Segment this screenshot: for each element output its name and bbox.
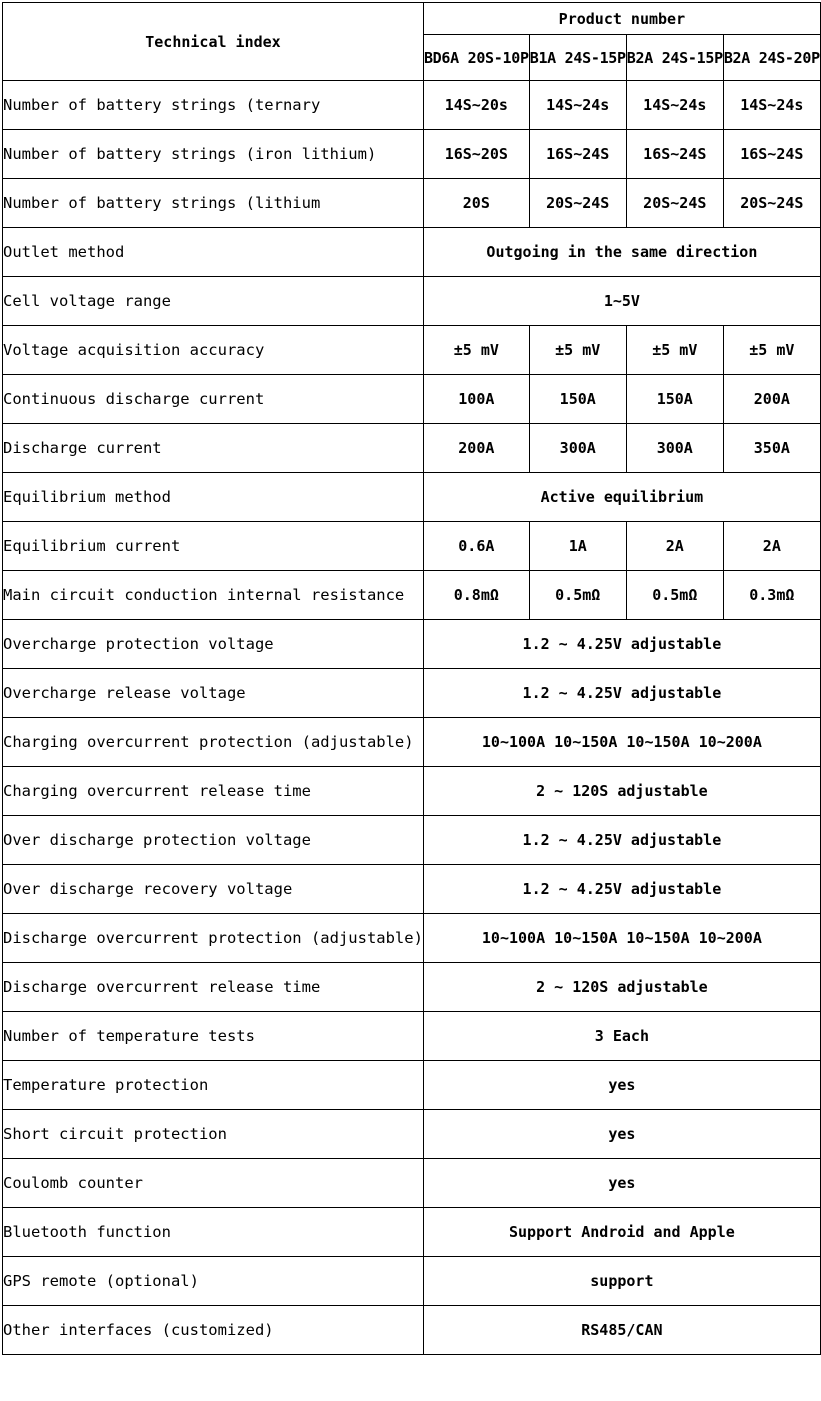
row-value: 300A [626, 424, 723, 473]
row-value: 2A [723, 522, 820, 571]
row-value-span: 1.2 ~ 4.25V adjustable [423, 669, 820, 718]
row-value: 2A [626, 522, 723, 571]
row-value: 14S~24s [723, 81, 820, 130]
row-label: Continuous discharge current [3, 375, 424, 424]
model-header: B1A 24S-15P [529, 35, 626, 81]
row-value-span: 1.2 ~ 4.25V adjustable [423, 816, 820, 865]
row-value-span: yes [423, 1061, 820, 1110]
row-value: 150A [529, 375, 626, 424]
row-value: 20S~24S [723, 179, 820, 228]
table-row [3, 1012, 821, 1061]
table-row [3, 669, 821, 718]
row-label: Over discharge recovery voltage [3, 865, 424, 914]
table-row [3, 375, 821, 424]
row-label: Number of battery strings (ternary [3, 81, 424, 130]
table-row [3, 1061, 821, 1110]
table-row [3, 767, 821, 816]
row-value-span: 1~5V [423, 277, 820, 326]
table-row [3, 914, 821, 963]
row-label: Equilibrium current [3, 522, 424, 571]
row-value: 20S~24S [529, 179, 626, 228]
row-value: 16S~20S [423, 130, 529, 179]
row-value: ±5 mV [423, 326, 529, 375]
row-value-span: 2 ~ 120S adjustable [423, 963, 820, 1012]
row-value: 1A [529, 522, 626, 571]
row-value: 0.5mΩ [529, 571, 626, 620]
table-row [3, 179, 821, 228]
row-value: ±5 mV [723, 326, 820, 375]
row-value: 150A [626, 375, 723, 424]
header-row [3, 3, 821, 35]
row-label: GPS remote (optional) [3, 1257, 424, 1306]
table-row [3, 473, 821, 522]
table-row [3, 228, 821, 277]
model-header: BD6A 20S-10P [423, 35, 529, 81]
table-row [3, 1306, 821, 1355]
table-row [3, 1159, 821, 1208]
row-value: 16S~24S [529, 130, 626, 179]
row-label: Discharge current [3, 424, 424, 473]
row-value: ±5 mV [626, 326, 723, 375]
row-label: Number of battery strings (lithium [3, 179, 424, 228]
row-value: ±5 mV [529, 326, 626, 375]
row-value-span: 2 ~ 120S adjustable [423, 767, 820, 816]
row-value: 100A [423, 375, 529, 424]
row-value: 200A [723, 375, 820, 424]
table-row [3, 1208, 821, 1257]
row-label: Voltage acquisition accuracy [3, 326, 424, 375]
row-value-span: 1.2 ~ 4.25V adjustable [423, 620, 820, 669]
row-value: 16S~24S [626, 130, 723, 179]
spec-table [2, 2, 821, 1355]
row-label: Cell voltage range [3, 277, 424, 326]
table-row [3, 1257, 821, 1306]
row-value-span: Outgoing in the same direction [423, 228, 820, 277]
row-label: Over discharge protection voltage [3, 816, 424, 865]
table-row [3, 81, 821, 130]
technical-index-header: Technical index [3, 3, 424, 81]
row-label: Other interfaces (customized) [3, 1306, 424, 1355]
row-value: 0.3mΩ [723, 571, 820, 620]
row-label: Temperature protection [3, 1061, 424, 1110]
row-value-span: RS485/CAN [423, 1306, 820, 1355]
row-value-span: 10~100A 10~150A 10~150A 10~200A [423, 718, 820, 767]
row-value: 0.5mΩ [626, 571, 723, 620]
row-label: Short circuit protection [3, 1110, 424, 1159]
row-label: Overcharge protection voltage [3, 620, 424, 669]
row-label: Charging overcurrent protection (adjustable) [3, 718, 424, 767]
row-label: Number of temperature tests [3, 1012, 424, 1061]
row-value-span: Active equilibrium [423, 473, 820, 522]
table-row [3, 522, 821, 571]
row-value-span: 1.2 ~ 4.25V adjustable [423, 865, 820, 914]
row-value-span: yes [423, 1110, 820, 1159]
row-value: 20S~24S [626, 179, 723, 228]
row-value-span: support [423, 1257, 820, 1306]
row-value-span: 3 Each [423, 1012, 820, 1061]
row-label: Discharge overcurrent protection (adjustable) [3, 914, 424, 963]
row-label: Charging overcurrent release time [3, 767, 424, 816]
table-row [3, 571, 821, 620]
table-row [3, 963, 821, 1012]
table-row [3, 326, 821, 375]
table-row [3, 718, 821, 767]
row-value: 0.8mΩ [423, 571, 529, 620]
table-row [3, 620, 821, 669]
table-row [3, 130, 821, 179]
row-label: Overcharge release voltage [3, 669, 424, 718]
table-row [3, 1110, 821, 1159]
row-value: 0.6A [423, 522, 529, 571]
row-value-span: yes [423, 1159, 820, 1208]
table-row [3, 816, 821, 865]
product-number-header: Product number [423, 3, 820, 35]
row-value: 16S~24S [723, 130, 820, 179]
row-value: 14S~20s [423, 81, 529, 130]
table-row [3, 424, 821, 473]
row-label: Outlet method [3, 228, 424, 277]
row-label: Equilibrium method [3, 473, 424, 522]
row-value: 14S~24s [626, 81, 723, 130]
row-label: Main circuit conduction internal resistance [3, 571, 424, 620]
row-label: Discharge overcurrent release time [3, 963, 424, 1012]
row-value: 200A [423, 424, 529, 473]
table-row [3, 277, 821, 326]
model-header: B2A 24S-15P [626, 35, 723, 81]
row-value-span: 10~100A 10~150A 10~150A 10~200A [423, 914, 820, 963]
row-value-span: Support Android and Apple [423, 1208, 820, 1257]
row-label: Number of battery strings (iron lithium) [3, 130, 424, 179]
row-value: 20S [423, 179, 529, 228]
table-row [3, 865, 821, 914]
row-value: 350A [723, 424, 820, 473]
row-value: 14S~24s [529, 81, 626, 130]
row-label: Coulomb counter [3, 1159, 424, 1208]
row-label: Bluetooth function [3, 1208, 424, 1257]
model-header: B2A 24S-20P [723, 35, 820, 81]
row-value: 300A [529, 424, 626, 473]
